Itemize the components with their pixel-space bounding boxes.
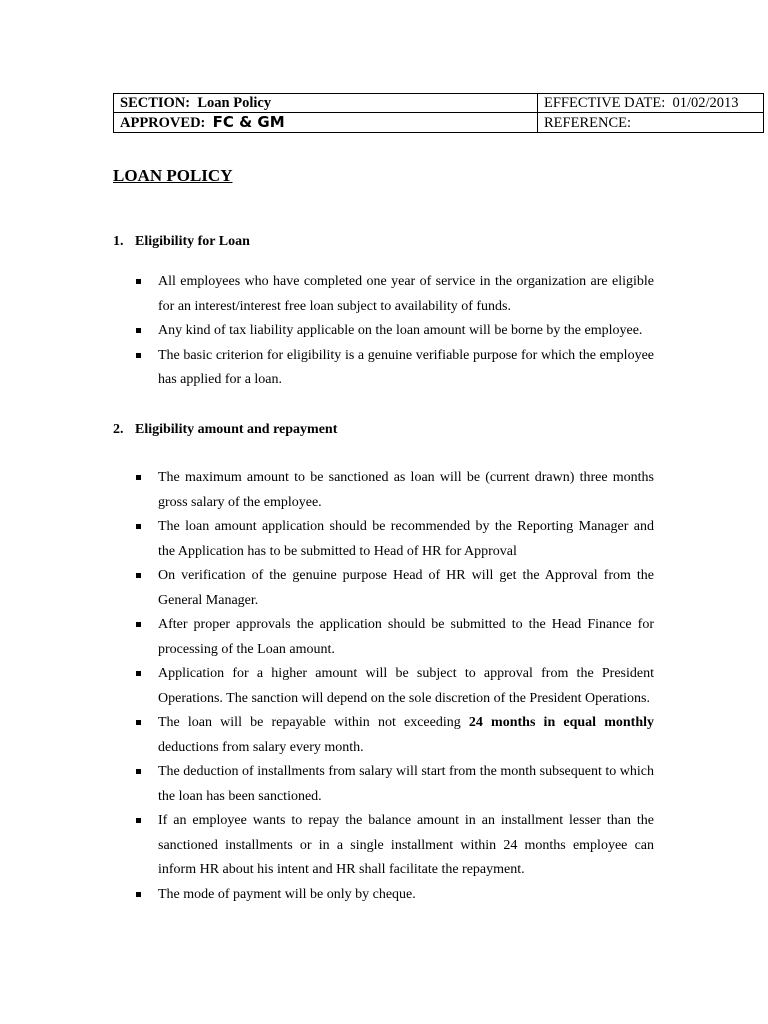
list-item: Application for a higher amount will be subject to approval from the President Operations. The sanction will depend on the sole discretion of the President Operations. — [136, 662, 654, 711]
section-number: 1. — [113, 234, 124, 249]
list-item: On verification of the genuine purpose Head of HR will get the Approval from the General Manager. — [136, 564, 654, 613]
reference-cell — [538, 113, 764, 133]
list-item: The deduction of installments from salary will start from the month subsequent to which the loan has been sanctioned. — [136, 760, 654, 809]
section-heading-text: Eligibility for Loan — [135, 234, 250, 249]
page-title: LOAN POLICY — [113, 166, 233, 185]
effective-date-cell — [538, 94, 764, 113]
item-text: The loan will be repayable within not exceeding — [158, 715, 469, 730]
header-table — [113, 93, 764, 133]
section-heading-text: Eligibility amount and repayment — [135, 422, 338, 437]
header-row-1 — [114, 94, 764, 113]
section-cell — [114, 94, 538, 113]
approved-cell — [114, 113, 538, 133]
approved-value: FC & GM — [212, 113, 285, 131]
section-label: SECTION: — [120, 95, 191, 111]
section-heading-2 — [113, 422, 337, 438]
list-item: After proper approvals the application should be submitted to the Head Finance for processing of the Loan amount. — [136, 613, 654, 662]
header-row-2 — [114, 113, 764, 133]
section-heading-1 — [113, 234, 250, 250]
section-value: Loan Policy — [197, 95, 272, 111]
list-item: The maximum amount to be sanctioned as loan will be (current drawn) three months gross salary of the employee. — [136, 466, 654, 515]
list-item: Any kind of tax liability applicable on the loan amount will be borne by the employee. — [136, 319, 654, 344]
list-item: The loan amount application should be recommended by the Reporting Manager and the Application has to be submitted to Head of HR for Approval — [136, 515, 654, 564]
list-item: The mode of payment will be only by cheque. — [136, 883, 654, 908]
list-item — [136, 711, 654, 760]
item-bold-text: 24 months in equal monthly — [468, 715, 654, 730]
list-item: The basic criterion for eligibility is a genuine verifiable purpose for which the employee has applied for a loan. — [136, 344, 654, 393]
effective-date-label: EFFECTIVE DATE: — [544, 95, 666, 111]
item-text: deductions from salary every month. — [158, 739, 364, 755]
list-item: If an employee wants to repay the balance amount in an installment lesser than the sanctioned installments or in a single installment within 24 months employee can inform HR about his intent and HR shall facilitate the repayment. — [136, 809, 654, 883]
bullet-list-1 — [136, 270, 654, 393]
section-number: 2. — [113, 422, 124, 437]
approved-label: APPROVED: — [120, 115, 206, 131]
reference-label: REFERENCE: — [544, 114, 632, 131]
list-item: All employees who have completed one year of service in the organization are eligible for an interest/interest free loan subject to availability of funds. — [136, 270, 654, 319]
effective-date-value: 01/02/2013 — [672, 95, 739, 111]
bullet-list-2 — [136, 466, 654, 907]
